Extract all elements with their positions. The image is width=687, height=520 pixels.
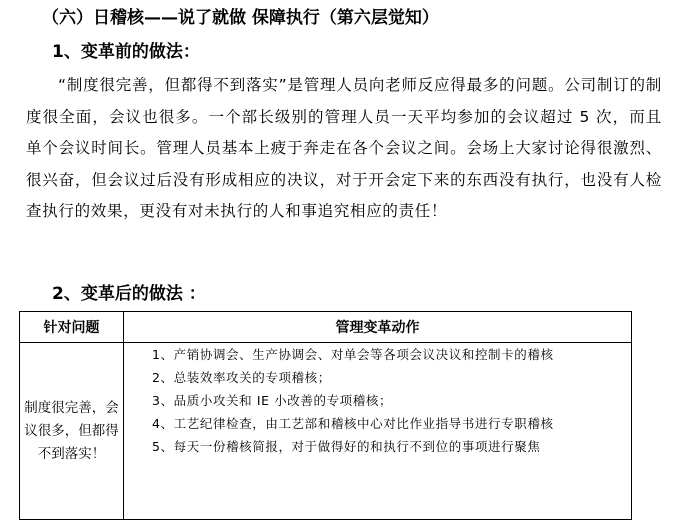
action-item: 4、工艺纪律检查，由工艺部和稽核中心对比作业指导书进行专职稽核 [152, 416, 554, 431]
table-row [20, 343, 632, 520]
issue-cell: 制度很完善，会议很多，但都得不到落实！ [20, 343, 124, 520]
column-header-issue: 针对问题 [20, 312, 124, 343]
action-item: 5、每天一份稽核简报，对于做得好的和执行不到位的事项进行聚焦 [152, 439, 541, 454]
action-item: 1、产销协调会、生产协调会、对单会等各项会议决议和控制卡的稽核 [152, 347, 554, 362]
before-change-paragraph: “制度很完善，但都得不到落实”是管理人员向老师反应得最多的问题。公司制订的制度很全面，会议也很多。一个部长级别的管理人员一天平均参加的会议超过 5 次，而且单个会议时间长。管理人员基本上疲于奔走在各个会议之间。会场上大家讨论得很激烈、很兴奋，但会议过后没有形成相应的决议，对于开会定下来的东西没有执行，也没有人检查执行的效果，更没有对未执行的人和事追究相应的责任！ [26, 76, 662, 221]
action-item: 3、品质小攻关和 IE 小改善的专项稽核； [152, 393, 393, 408]
table-header-row [20, 312, 632, 343]
section-title: （六）日稽核——说了就做 保障执行（第六层觉知） [42, 8, 439, 28]
column-header-actions: 管理变革动作 [124, 312, 632, 343]
before-change-heading: 1、变革前的做法： [52, 42, 200, 62]
after-change-heading: 2、变革后的做法 ： [52, 284, 206, 304]
change-plan-table [19, 311, 632, 520]
action-item: 2、总装效率攻关的专项稽核； [152, 370, 331, 385]
actions-cell [124, 343, 632, 520]
